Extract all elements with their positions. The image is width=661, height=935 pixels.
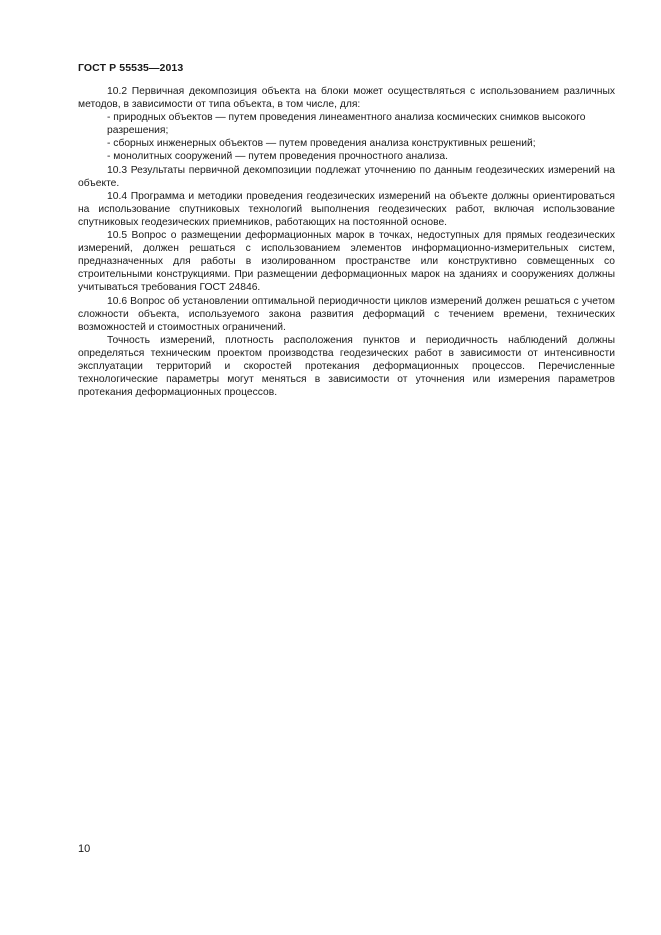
page-number: 10 xyxy=(78,843,91,855)
paragraph-10-2: 10.2 Первичная декомпозиция объекта на блоки может осуществляться с использованием различных методов, в зависимости от типа объекта, в том числе, для: xyxy=(78,86,615,111)
list-item-monolithic-structures: - монолитных сооружений — путем проведения прочностного анализа. xyxy=(107,151,448,163)
paragraph-10-5: 10.5 Вопрос о размещении деформационных марок в точках, недоступных для прямых геодезических измерений, должен решаться с использованием элементов информационно-измерительных систем, предназначенных для работы в изолированном пространстве или конструктивно совмещенных со строительными конструкциями. При размещении деформационных марок на зданиях и сооружениях должны учитываться требования ГОСТ 24846. xyxy=(78,230,615,294)
paragraph-accuracy: Точность измерений, плотность расположения пунктов и периодичность наблюдений должны определяться техническим проектом производства геодезических работ в зависимости от интенсивности эксплуатации территорий и скоростей протекания деформационных процессов. Перечисленные технологические параметры могут меняться в зависимости от уточнения или измерения параметров протекания деформационных процессов. xyxy=(78,334,615,399)
document-body xyxy=(78,85,615,399)
paragraph-10-6: 10.6 Вопрос об установлении оптимальной периодичности циклов измерений должен решаться с учетом сложности объекта, используемого закона развития деформаций с течением времени, технических возможностей и стоимостных ограничений. xyxy=(78,295,615,333)
paragraph-10-3: 10.3 Результаты первичной декомпозиции подлежат уточнению по данным геодезических измерений на объекте. xyxy=(78,164,615,189)
document-header: ГОСТ Р 55535—2013 xyxy=(78,62,184,74)
list-item-engineering-objects: - сборных инженерных объектов — путем проведения анализа конструктивных решений; xyxy=(107,138,536,150)
list-item-natural-objects: - природных объектов — путем проведения линеаментного анализа космических снимков высокого разрешения; xyxy=(107,112,586,137)
paragraph-10-4: 10.4 Программа и методики проведения геодезических измерений на объекте должны ориентироваться на использование спутниковых технологий выполнения геодезических работ, включая использование спутниковых геодезических приемников, работающих на постоянной основе. xyxy=(78,190,615,228)
